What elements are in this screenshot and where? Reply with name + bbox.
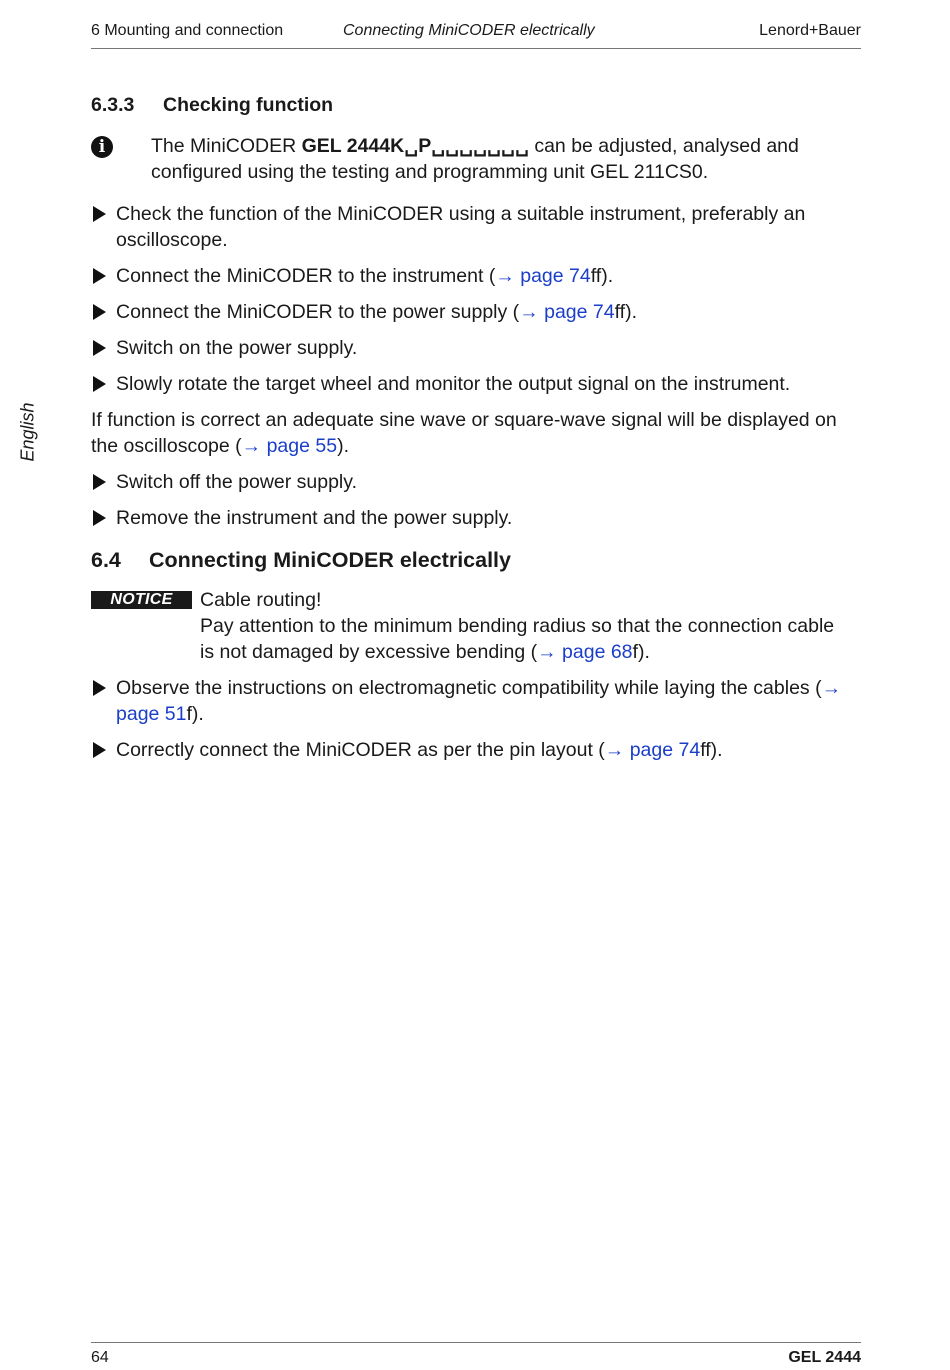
product-code: GEL 2444K␣P␣␣␣␣␣␣␣ xyxy=(301,135,529,157)
header-company: Lenord+Bauer xyxy=(759,22,861,39)
list-item: Slowly rotate the target wheel and monitor the output signal on the instrument. xyxy=(91,371,851,397)
section-title: Checking function xyxy=(163,94,334,116)
header-chapter: 6 Mounting and connection xyxy=(91,22,284,39)
section-title: Connecting MiniCODER electrically xyxy=(149,548,511,572)
section-heading-6-4 xyxy=(91,547,851,573)
page-link[interactable]: → page 74 xyxy=(604,739,701,761)
bullet-triangle-icon xyxy=(93,680,106,696)
page-number: 64 xyxy=(91,1349,109,1366)
section-heading-6-3-3 xyxy=(91,92,851,118)
info-text: The MiniCODER GEL 2444K␣P␣␣␣␣␣␣␣ can be adjusted, analysed and configured using the testing and programming unit GEL 211CS0. xyxy=(151,135,799,183)
section-number: 6.4 xyxy=(91,548,121,572)
page-footer xyxy=(91,1342,861,1366)
language-side-label: English xyxy=(17,402,38,462)
bullet-triangle-icon xyxy=(93,510,106,526)
page-link[interactable]: → page 68 xyxy=(537,641,633,663)
notice-body: Pay attention to the minimum bending radius so that the connection cable is not damaged by excessive bending (→ page 68f). xyxy=(200,615,835,663)
notice-title: Cable routing! xyxy=(200,589,322,611)
list-item: Connect the MiniCODER to the power supply (→ page 74ff). xyxy=(91,299,851,325)
notice-badge: NOTICE xyxy=(91,591,192,609)
list-item: Correctly connect the MiniCODER as per the pin layout (→ page 74ff). xyxy=(91,737,851,763)
section-number: 6.3.3 xyxy=(91,94,135,116)
list-item: Check the function of the MiniCODER using a suitable instrument, preferably an oscilloscope. xyxy=(91,201,851,253)
page-content xyxy=(91,92,851,773)
info-note xyxy=(91,133,851,185)
bullet-triangle-icon xyxy=(93,742,106,758)
result-paragraph: If function is correct an adequate sine wave or square-wave signal will be displayed on the oscilloscope (→ page 55). xyxy=(91,409,837,457)
page-link[interactable]: → page 74 xyxy=(495,265,591,287)
bullet-triangle-icon xyxy=(93,304,106,320)
page-link[interactable]: → page 74 xyxy=(519,301,615,323)
list-item: Connect the MiniCODER to the instrument (→ page 74ff). xyxy=(91,263,851,289)
page-link[interactable]: → page 55 xyxy=(241,435,338,457)
list-item: Remove the instrument and the power supply. xyxy=(91,505,851,531)
header-section: Connecting MiniCODER electrically xyxy=(343,22,595,39)
bullet-triangle-icon xyxy=(93,340,106,356)
list-item: Switch off the power supply. xyxy=(91,469,851,495)
list-item: Observe the instructions on electromagnetic compatibility while laying the cables (→ page 51f). xyxy=(91,675,851,727)
page-header xyxy=(91,20,861,49)
list-item: Switch on the power supply. xyxy=(91,335,851,361)
bullet-triangle-icon xyxy=(93,474,106,490)
bullet-triangle-icon xyxy=(93,376,106,392)
product-name: GEL 2444 xyxy=(788,1349,861,1366)
bullet-triangle-icon xyxy=(93,268,106,284)
bullet-triangle-icon xyxy=(93,206,106,222)
info-icon: i xyxy=(91,136,113,158)
page-link[interactable]: → page 51 xyxy=(116,677,842,725)
notice-block xyxy=(91,587,851,665)
